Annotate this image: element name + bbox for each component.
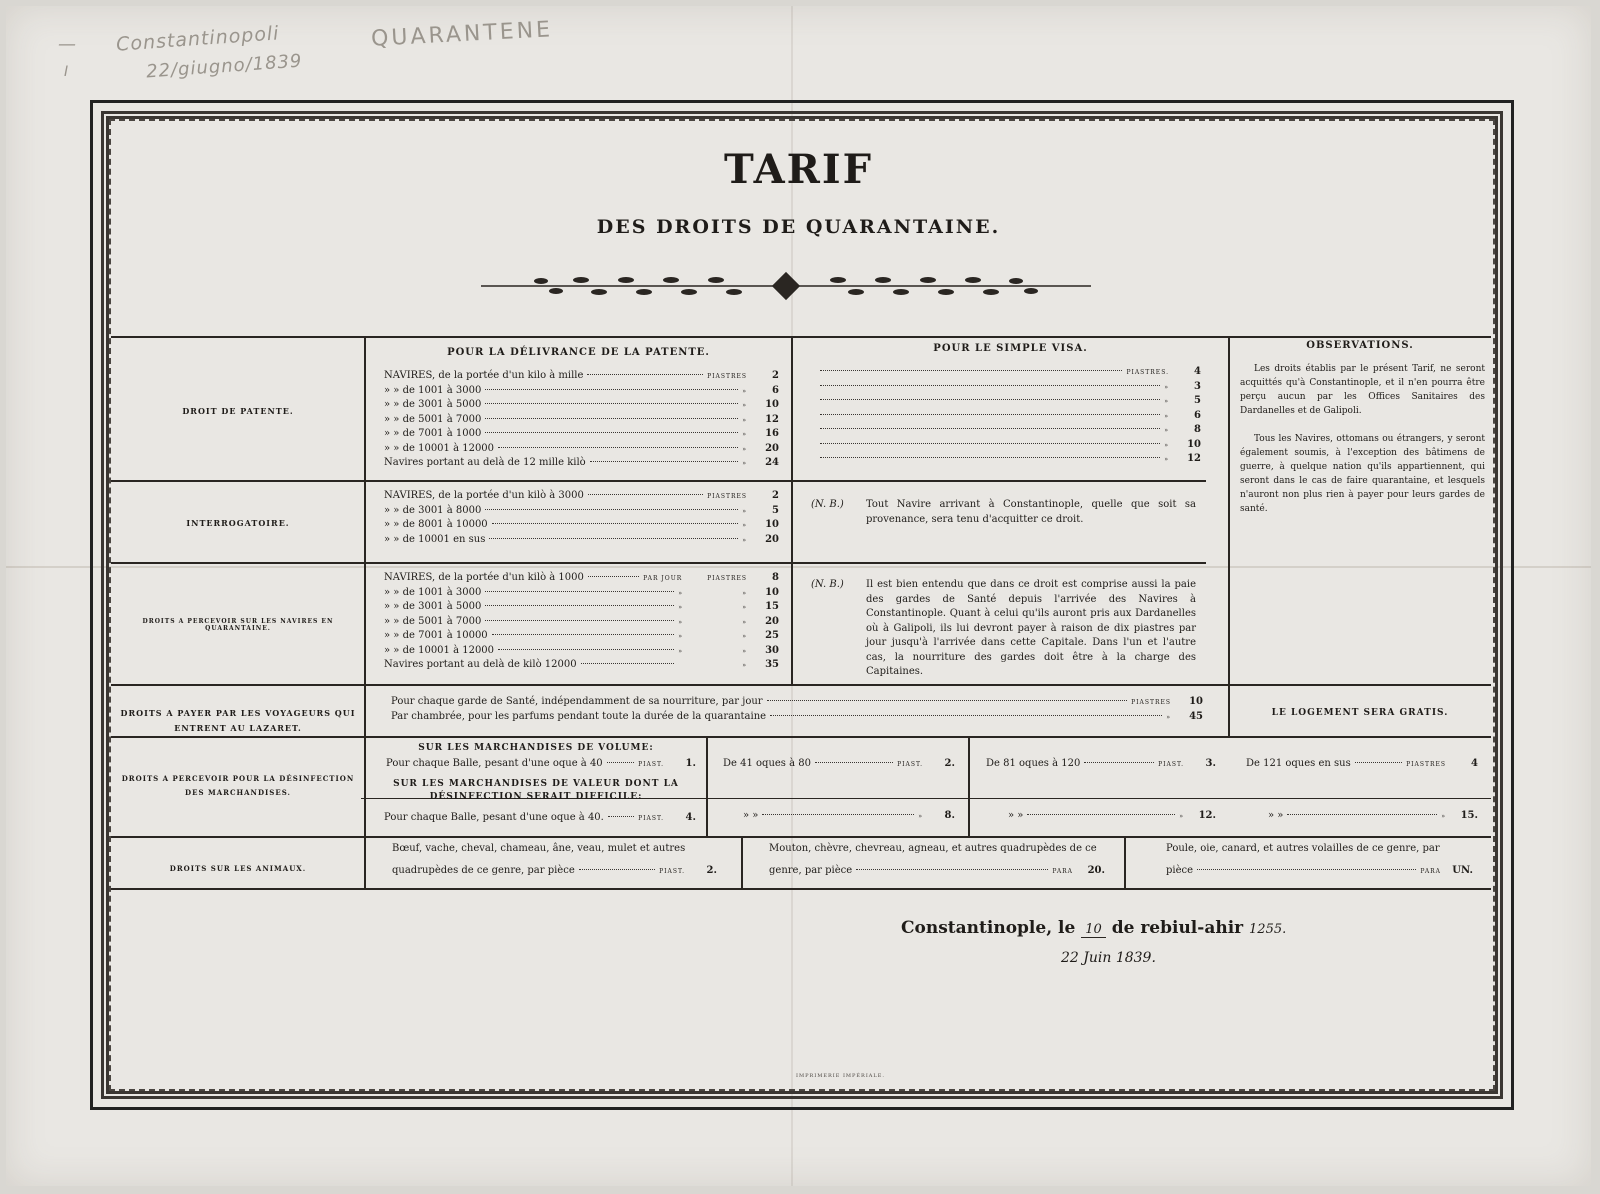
leader-dots [590, 461, 739, 462]
rate-unit: PIASTRES [1406, 761, 1446, 768]
interrogatoire-rate-row [384, 519, 779, 530]
rate-unit: » [1166, 713, 1171, 721]
rate-description: » » de 10001 à 12000 [384, 644, 495, 656]
rate-unit: » [742, 618, 747, 626]
rate-description: » » de 7001 à 1000 [384, 428, 482, 439]
rate-unit: » [742, 536, 747, 544]
rate-value: 12 [1187, 453, 1201, 464]
rate-description: De 81 oques à 120 [986, 758, 1081, 769]
rate-description: Pour chaque Balle, pesant d'une oque à 40. [384, 812, 604, 823]
leader-dots [815, 762, 893, 763]
rate-description: Pour chaque garde de Santé, indépendamment de sa nourriture, par jour [391, 696, 763, 707]
voyageurs-rate-row [391, 711, 1203, 722]
rate-unit: » [742, 589, 747, 597]
leader-dots [820, 370, 1122, 371]
rate-unit: » [742, 522, 747, 529]
rate-unit: » [742, 431, 747, 438]
rate-description: » » de 5001 à 7000 [384, 413, 482, 425]
row-label-quarantaine: DROITS A PERCEVOIR SUR LES NAVIRES EN QUARANTAINE. [142, 618, 334, 632]
leader-dots [820, 443, 1160, 444]
leader-dots [856, 869, 1048, 870]
leader-dots [485, 389, 738, 390]
laurel-ornament [481, 271, 1091, 301]
nb-mark: (N. B.) [811, 579, 844, 590]
quarantaine-rate-row [384, 645, 779, 656]
animaux-rate-row [769, 865, 1105, 876]
leader-dots [1355, 762, 1402, 763]
rate-value: 24 [765, 457, 779, 468]
quarantaine-rate-row [384, 587, 779, 598]
signature-line [901, 918, 1286, 938]
animaux-rate-row [1166, 865, 1473, 876]
valeur-heading: SUR LES MARCHANDISES DE VALEUR DONT LA DÉSINFECTION SERAIT DIFFICILE: [393, 779, 679, 802]
rate-description: » » de 3001 à 5000 [384, 399, 482, 410]
decorative-border [90, 100, 1514, 1110]
animaux-fowl-text: Poule, oie, canard, et autres volailles de ce genre, par [1166, 843, 1440, 854]
patente-rate-row [384, 457, 779, 468]
rate-value: 10 [765, 586, 779, 598]
rate-unit: PIASTRES [707, 373, 747, 380]
row-label-desinfection: DROITS A PERCEVOIR POUR LA DÉSINFECTION DES MARCHANDISES. [121, 774, 355, 797]
visa-rate-row [816, 381, 1201, 392]
logement-note: LE LOGEMENT SERA GRATIS. [1271, 708, 1449, 718]
animaux-rate-row [392, 865, 717, 876]
rate-period: » [678, 604, 683, 611]
rate-unit: » [742, 445, 747, 453]
leader-dots [1027, 814, 1175, 815]
rate-value: 2 [772, 370, 779, 381]
nb-mark: (N. B.) [811, 499, 844, 510]
patente-rate-row [384, 399, 779, 410]
rate-value: 20 [765, 533, 779, 545]
rate-value: 20. [1087, 865, 1105, 876]
leader-dots [1287, 814, 1437, 815]
rate-value: 4 [1471, 758, 1478, 769]
leader-dots [498, 447, 738, 448]
quarantaine-rate-row [384, 630, 779, 641]
visa-rate-row [816, 453, 1201, 464]
voyageurs-rate-row [391, 696, 1203, 707]
rate-description: » » [743, 810, 759, 821]
rate-value: 3 [1194, 380, 1201, 392]
rate-unit: PIASTRES [707, 493, 747, 500]
rate-value: 15 [765, 601, 779, 612]
rate-description: » » de 1001 à 3000 [384, 586, 482, 598]
document-sheet [6, 6, 1591, 1186]
visa-rate-row [816, 410, 1201, 421]
leader-dots [485, 432, 738, 433]
patente-rate-row [384, 428, 779, 439]
quarantaine-rate-row [384, 601, 779, 612]
volume-rate-row [386, 758, 696, 769]
leader-dots [579, 869, 655, 870]
rate-unit: » [742, 604, 747, 611]
rate-unit: PARA [1420, 868, 1441, 875]
rate-unit: » [742, 460, 747, 467]
rate-value: 20 [765, 615, 779, 627]
rate-description: » » de 10001 à 12000 [384, 442, 495, 454]
rate-unit: PIAST. [638, 761, 664, 768]
pencil-note-subject: QUARANTENE [370, 17, 554, 52]
printer-imprint: IMPRIMERIE IMPÉRIALE. [796, 1073, 885, 1079]
visa-rate-row [816, 366, 1201, 377]
rate-unit: » [1164, 398, 1169, 405]
leader-dots [587, 374, 703, 375]
rate-period: PAR JOUR [643, 575, 683, 582]
rate-value: 4. [685, 812, 696, 823]
rate-period: » [678, 589, 683, 597]
desinfection-rate-row [986, 758, 1216, 769]
quarantaine-rate-row [384, 572, 779, 583]
rate-description: De 41 oques à 80 [723, 758, 811, 769]
pencil-note-city: Constantinopoli [115, 22, 281, 56]
leader-dots [1197, 869, 1416, 870]
pencil-note-date: 22/giugno/1839 [145, 50, 304, 83]
rate-value: 10 [765, 399, 779, 410]
rate-unit: » [742, 507, 747, 515]
volume-heading: SUR LES MARCHANDISES DE VOLUME: [418, 743, 654, 753]
row-label-interrogatoire: INTERROGATOIRE. [186, 518, 290, 528]
quarantaine-rate-row [384, 616, 779, 627]
animaux-large-text: Bœuf, vache, cheval, chameau, âne, veau, mulet et autres [392, 843, 686, 854]
rate-value: 12 [765, 413, 779, 425]
desinfection-rate-row [1246, 758, 1478, 769]
patente-rate-row [384, 385, 779, 396]
rate-unit: » [742, 633, 747, 640]
signature-place: Constantinople, le [901, 918, 1076, 938]
leader-dots [492, 523, 739, 524]
leader-dots [485, 591, 674, 592]
rate-description: » » de 8001 à 10000 [384, 519, 488, 530]
patente-rate-row [384, 370, 779, 381]
rate-value: 10 [765, 519, 779, 530]
rate-unit: PIASTRES. [1126, 369, 1169, 376]
leader-dots [485, 403, 738, 404]
leader-dots [820, 428, 1160, 429]
signature-year: 1255. [1249, 922, 1287, 937]
rate-value: 5 [1194, 395, 1201, 406]
rate-unit: » [1164, 412, 1169, 420]
leader-dots [820, 385, 1160, 386]
rate-description: quadrupèdes de ce genre, par pièce [392, 865, 575, 876]
rate-value: 5 [772, 504, 779, 516]
rate-unit: PIAST. [1158, 761, 1184, 768]
rate-value: 16 [765, 428, 779, 439]
leader-dots [770, 715, 1162, 716]
leader-dots [762, 814, 914, 815]
desinfection-rate-row [723, 758, 955, 769]
rate-unit: » [742, 647, 747, 655]
document-title: TARIF [724, 146, 873, 193]
rate-value: 35 [765, 659, 779, 670]
rate-period: » [678, 647, 683, 655]
rate-value: 4 [1194, 366, 1201, 377]
rate-description: » » de 7001 à 10000 [384, 630, 488, 641]
patente-rate-row [384, 414, 779, 425]
leader-dots [489, 538, 738, 539]
rate-description: » » de 10001 en sus [384, 533, 486, 545]
rate-value: 6 [1194, 409, 1201, 421]
desinfection-rate-row [1008, 810, 1216, 821]
rate-unit: PIASTRES [1131, 699, 1171, 706]
rate-value: 12. [1198, 810, 1216, 821]
rate-description: De 121 oques en sus [1246, 758, 1351, 769]
rate-description: genre, par pièce [769, 865, 853, 876]
rate-unit: PIAST. [897, 761, 923, 768]
rate-description: Navires portant au delà de kilò 12000 [384, 659, 577, 670]
interrogatoire-rate-row [384, 490, 779, 501]
leader-dots [820, 457, 1160, 458]
rate-value: 30 [765, 644, 779, 656]
valeur-rate-row [384, 812, 696, 823]
leader-dots [767, 700, 1128, 701]
rate-unit: » [1164, 441, 1169, 449]
leader-dots [607, 762, 634, 763]
rate-value: 6 [772, 384, 779, 396]
leader-dots [485, 605, 674, 606]
leader-dots [485, 620, 674, 621]
rate-value: 10 [1187, 438, 1201, 450]
interrogatoire-rate-row [384, 505, 779, 516]
signature-day: 10 [1081, 922, 1106, 938]
rate-value: 10 [1189, 696, 1203, 707]
leader-dots [485, 418, 738, 419]
rate-description: » » de 3001 à 5000 [384, 601, 482, 612]
row-label-animaux: DROITS SUR LES ANIMAUX. [169, 864, 307, 873]
header-patente: POUR LA DÉLIVRANCE DE LA PATENTE. [447, 347, 710, 358]
rate-description: NAVIRES, de la portée d'un kilò à 1000 [384, 572, 584, 583]
document-subtitle: DES DROITS DE QUARANTAINE. [596, 216, 1001, 238]
observations-paragraph: Les droits établis par le présent Tarif, ne seront acquittés qu'à Constantinople, et il n'en pourra être perçu aucun par les Offices Sanitaires des Dardanelles et de Galipoli. [1240, 364, 1485, 416]
leader-dots [608, 816, 634, 817]
rate-description: NAVIRES, de la portée d'un kilò à 3000 [384, 490, 584, 501]
rate-unit: » [742, 387, 747, 395]
rate-unit: » [1179, 813, 1184, 820]
rate-description: NAVIRES, de la portée d'un kilo à mille [384, 370, 584, 381]
signature-gregorian-date: 22 Juin 1839. [1061, 950, 1156, 966]
header-observations: OBSERVATIONS. [1306, 340, 1414, 351]
desinfection-rate-row [1268, 810, 1478, 821]
rate-unit: » [1164, 427, 1169, 434]
visa-rate-row [816, 439, 1201, 450]
pencil-mark: — [58, 34, 77, 55]
leader-dots [492, 634, 675, 635]
rate-unit: » [742, 662, 747, 669]
rate-unit: » [1164, 383, 1169, 391]
rate-unit: PIASTRES [707, 575, 747, 582]
rate-value: 3. [1205, 758, 1216, 769]
rate-description: pièce [1166, 865, 1194, 876]
leader-dots [820, 399, 1160, 400]
rate-value: 8. [944, 810, 955, 821]
quarantaine-note: Il est bien entendu que dans ce droit est comprise aussi la paie des gardes de Santé depuis l'arrivée des Navires à Constantinople. Quant à celui qu'ils auront pris aux Dardanelles où à Galipoli, ils lui devront payer à raison de dix piastres par jour jusqu'à l'arrivée dans cette Capitale. Dans l'un et l'autre cas, la nourriture des gardes doit être à la charge des Capitaines. [866, 579, 1196, 677]
rate-value: UN. [1452, 865, 1473, 876]
row-label-patente: DROIT DE PATENTE. [182, 406, 294, 416]
leader-dots [820, 414, 1160, 415]
row-label-voyageurs: DROITS A PAYER PAR LES VOYAGEURS QUI ENTRENT AU LAZARET. [120, 708, 356, 733]
rate-value: 8 [1194, 424, 1201, 435]
rate-description: » » [1008, 810, 1024, 821]
header-visa: POUR LE SIMPLE VISA. [933, 343, 1088, 354]
visa-rate-row [816, 395, 1201, 406]
rate-description: » » de 3001 à 8000 [384, 504, 482, 516]
leader-dots [588, 576, 639, 577]
rate-value: 15. [1460, 810, 1478, 821]
leader-dots [498, 649, 674, 650]
rate-unit: PARA [1052, 868, 1073, 875]
rate-value: 2. [944, 758, 955, 769]
rate-unit: PIAST. [659, 868, 685, 875]
quarantaine-rate-row [384, 659, 779, 670]
rate-value: 20 [765, 442, 779, 454]
rate-unit: » [1441, 813, 1446, 820]
leader-dots [581, 663, 675, 664]
rate-unit: » [918, 813, 923, 820]
patente-rate-row [384, 443, 779, 454]
rate-description: Pour chaque Balle, pesant d'une oque à 40 [386, 758, 603, 769]
signature-month: de rebiul-ahir [1111, 918, 1244, 938]
rate-unit: » [1164, 456, 1169, 463]
rate-value: 1. [685, 758, 696, 769]
leader-dots [1084, 762, 1154, 763]
rate-value: 2 [772, 490, 779, 501]
desinfection-rate-row [743, 810, 955, 821]
rate-period: » [678, 633, 683, 640]
rate-description: » » de 5001 à 7000 [384, 615, 482, 627]
rate-description: » » de 1001 à 3000 [384, 384, 482, 396]
leader-dots [485, 509, 738, 510]
rate-description: » » [1268, 810, 1284, 821]
observations-paragraph: Tous les Navires, ottomans ou étrangers, y seront également soumis, à l'exception des bâtimens de guerre, à quelque nation qu'ils appartiennent, qui seront dans le cas de faire quarantaine, et lesquels n'auront non plus rien à payer pour leurs gardes de santé. [1240, 434, 1485, 514]
interrogatoire-note: Tout Navire arrivant à Constantinople, quelle que soit sa provenance, sera tenu d'acquitter ce droit. [866, 499, 1196, 525]
rate-unit: » [742, 416, 747, 424]
rate-value: 2. [706, 865, 717, 876]
rate-description: Navires portant au delà de 12 mille kilò [384, 457, 586, 468]
pencil-mark: I [64, 64, 70, 80]
rate-value: 25 [765, 630, 779, 641]
rate-value: 8 [772, 572, 779, 583]
rate-description: Par chambrée, pour les parfums pendant toute la durée de la quarantaine [391, 710, 767, 722]
interrogatoire-rate-row [384, 534, 779, 545]
rate-period: » [678, 618, 683, 626]
rate-unit: PIAST. [638, 815, 664, 822]
leader-dots [588, 494, 703, 495]
visa-rate-row [816, 424, 1201, 435]
rate-value: 45 [1189, 710, 1203, 722]
rate-unit: » [742, 402, 747, 409]
animaux-small-text: Mouton, chèvre, chevreau, agneau, et autres quadrupèdes de ce [769, 843, 1097, 854]
